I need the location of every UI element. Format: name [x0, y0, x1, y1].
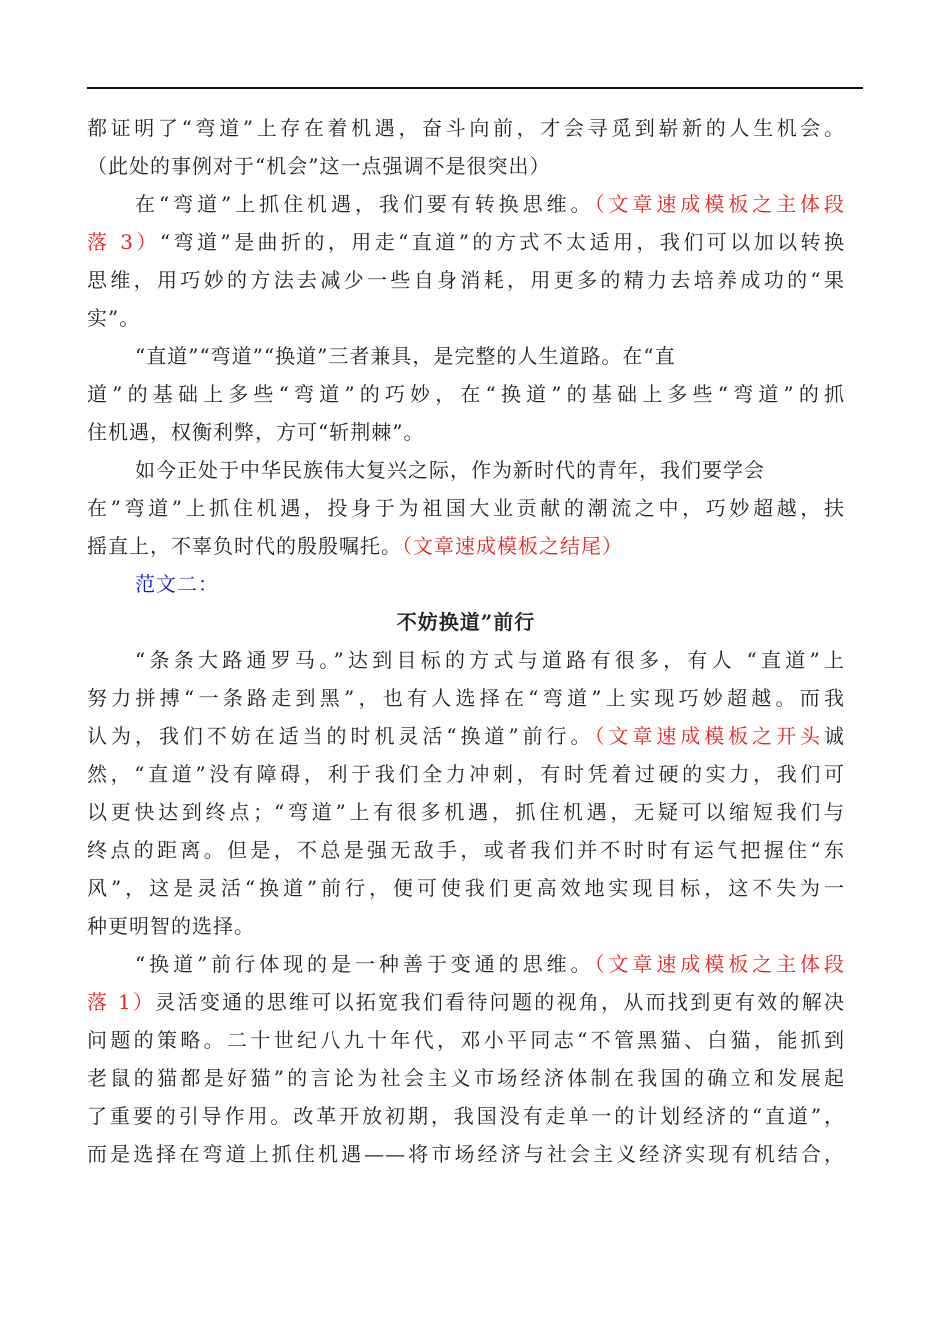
text-segment: 努力拼搏“一条路走到黑”，也有人选择在“弯道”上实现巧妙超越。而我 — [87, 686, 845, 710]
text-line — [87, 147, 845, 185]
text-segment: 诚 — [824, 724, 845, 748]
text-line — [87, 299, 845, 337]
text-line — [87, 527, 845, 565]
text-segment: “条条大路通罗马。”达到目标的方式与道路有很多，有人 “直道”上 — [135, 648, 845, 672]
text-line — [87, 831, 845, 869]
text-line — [87, 679, 845, 717]
text-segment: 住机遇，权衡利弊，方可“斩荆棘”。 — [87, 420, 425, 444]
template-annotation: （文章速成模板之结尾） — [402, 534, 623, 558]
text-line — [87, 223, 845, 261]
text-segment: “换道”前行体现的是一种善于变通的思维。 — [135, 952, 595, 976]
text-line — [87, 603, 845, 641]
text-line — [87, 793, 845, 831]
text-segment: 了重要的引导作用。改革开放初期，我国没有走单一的计划经济的“直道”， — [87, 1104, 845, 1128]
text-segment: 如今正处于中华民族伟大复兴之际，作为新时代的青年，我们要学会 — [135, 458, 765, 482]
template-annotation: （文章速成模板之开头 — [594, 724, 824, 748]
text-line — [87, 907, 845, 945]
text-line — [87, 1059, 845, 1097]
text-segment: 老鼠的猫都是好猫”的言论为社会主义市场经济体制在我国的确立和发展起 — [87, 1066, 845, 1090]
section-heading: 范文二： — [135, 572, 219, 596]
text-segment: 在”弯道”上抓住机遇，投身于为祖国大业贡献的潮流之中，巧妙超越，扶 — [87, 496, 845, 520]
text-segment: 然，“直道”没有障碍，利于我们全力冲刺，有时凭着过硬的实力，我们可 — [87, 762, 845, 786]
text-segment: 在“弯道”上抓住机遇，我们要有转换思维。 — [135, 192, 595, 216]
text-segment: （此处的事例对于“机会”这一点强调不是很突出） — [87, 154, 551, 178]
text-segment: 道”的基础上多些“弯道”的巧妙，在“换道”的基础上多些“弯道”的抓 — [87, 382, 845, 406]
template-annotation: 落 1） — [87, 990, 156, 1014]
text-line — [87, 983, 845, 1021]
template-annotation: （文章速成模板之主体段 — [594, 952, 846, 976]
text-line — [87, 1021, 845, 1059]
text-segment: 灵活变通的思维可以拓宽我们看待问题的视角，从而找到更有效的解决 — [155, 990, 845, 1014]
text-segment: “弯道”是曲折的，用走“直道”的方式不太适用，我们可以加以转换 — [159, 230, 845, 254]
text-line — [87, 413, 845, 451]
text-line — [87, 565, 845, 603]
text-line — [87, 945, 845, 983]
text-segment: 以更快达到终点；“弯道”上有很多机遇，抓住机遇，无疑可以缩短我们与 — [87, 800, 845, 824]
text-line — [87, 375, 845, 413]
text-segment: 摇直上，不辜负时代的殷殷嘱托。 — [87, 534, 402, 558]
text-line — [87, 337, 845, 375]
text-segment: 认为，我们不妨在适当的时机灵活“换道”前行。 — [87, 724, 595, 748]
document-body — [87, 109, 845, 1173]
text-segment: 风”，这是灵活“换道”前行，便可使我们更高效地实现目标，这不失为一 — [87, 876, 845, 900]
text-segment: 而是选择在弯道上抓住机遇——将市场经济与社会主义经济实现有机结合， — [87, 1142, 845, 1166]
text-line — [87, 755, 845, 793]
text-segment: “直道”“弯道”“换道”三者兼具，是完整的人生道路。在“直 — [135, 344, 676, 368]
text-line — [87, 489, 845, 527]
text-segment: 实”。 — [87, 306, 141, 330]
text-segment: 终点的距离。但是，不总是强无敌手，或者我们并不时时有运气把握住“东 — [87, 838, 845, 862]
text-line — [87, 261, 845, 299]
text-line — [87, 1135, 845, 1173]
header-rule — [87, 87, 863, 89]
text-line — [87, 869, 845, 907]
text-segment: 都证明了“弯道”上存在着机遇，奋斗向前，才会寻觅到崭新的人生机会。 — [87, 116, 845, 140]
template-annotation: 落 3） — [87, 230, 160, 254]
text-line — [87, 1097, 845, 1135]
template-annotation: （文章速成模板之主体段 — [594, 192, 846, 216]
text-segment: 思维，用巧妙的方法去减少一些自身消耗，用更多的精力去培养成功的“果 — [87, 268, 845, 292]
text-line — [87, 109, 845, 147]
text-segment: 问题的策略。二十世纪八九十年代，邓小平同志“不管黑猫、白猫，能抓到 — [87, 1028, 845, 1052]
text-line — [87, 451, 845, 489]
text-segment: 不妨换道”前行 — [396, 610, 536, 634]
text-segment: 种更明智的选择。 — [87, 914, 255, 938]
text-line — [87, 717, 845, 755]
text-line — [87, 185, 845, 223]
text-line — [87, 641, 845, 679]
